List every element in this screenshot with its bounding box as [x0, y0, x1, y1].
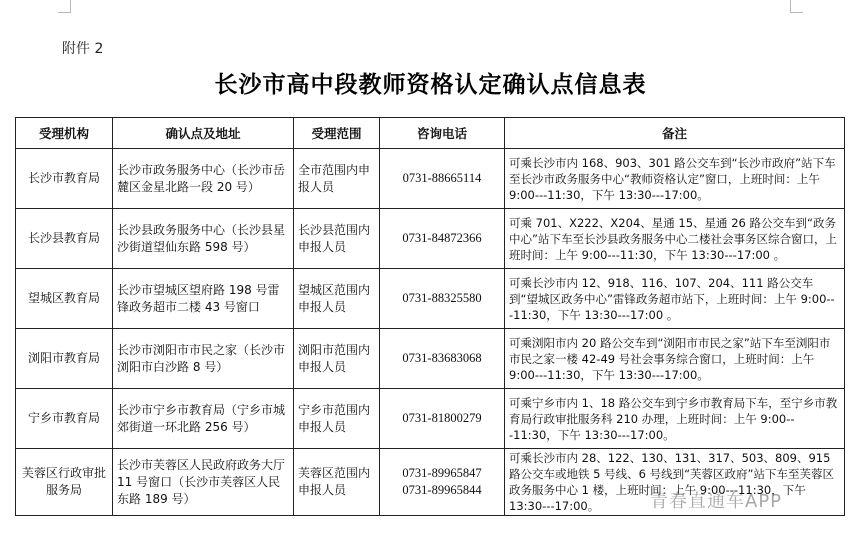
- table-row: [16, 149, 845, 209]
- cell-phone: [380, 209, 505, 269]
- table-row: [16, 209, 845, 269]
- watermark: 青春直通车APP: [650, 491, 783, 512]
- cell-phone: [380, 329, 505, 389]
- cell-address: 长沙市宁乡市教育局（宁乡市城郊街道一环北路 256 号）: [113, 389, 294, 449]
- cell-address: 长沙县政务服务中心（长沙县星沙街道望仙东路 598 号）: [113, 209, 294, 269]
- phone-number: 0731-83683068: [402, 351, 482, 365]
- cell-scope: 宁乡市范围内申报人员: [294, 389, 380, 449]
- header-phone: 咨询电话: [380, 118, 505, 149]
- cell-agency: 芙蓉区行政审批服务局: [16, 449, 113, 516]
- page-corner-mark-left: [58, 0, 71, 13]
- phone-number: 0731-81800279: [402, 411, 482, 425]
- info-table: [15, 117, 845, 516]
- phone-number: 0731-88325580: [402, 291, 482, 305]
- cell-phone: [380, 269, 505, 329]
- cell-note: 可乘长沙市内 12、918、116、107、204、111 路公交车到“望城区政务中心”雷锋政务超市站下，上班时间：上午 9:00---11:30，下午 13:30---17:00 。: [505, 269, 845, 329]
- cell-scope: 芙蓉区范围内申报人员: [294, 449, 380, 516]
- cell-note: 可乘宁乡市内 1、18 路公交车到宁乡市教育局下车，至宁乡市教育局行政审批服务科 210 办理，上班时间：上午 9:00---11:30，下午 13:30---17:00。: [505, 389, 845, 449]
- cell-note: 可乘长沙市内 168、903、301 路公交车到“长沙市政府”站下车至长沙市政务服务中心“教师资格认定”窗口，上班时间：上午 9:00---11:30，下午 13:30---17:00。: [505, 149, 845, 209]
- cell-agency: 长沙市教育局: [16, 149, 113, 209]
- header-agency: 受理机构: [16, 118, 113, 149]
- phone-number: 0731-89965847: [402, 466, 482, 480]
- cell-phone: [380, 149, 505, 209]
- phone-number: 0731-89965844: [402, 483, 482, 497]
- page-title: 长沙市高中段教师资格认定确认点信息表: [214, 72, 647, 98]
- cell-agency: 浏阳市教育局: [16, 329, 113, 389]
- phone-number: 0731-84872366: [402, 231, 482, 245]
- attachment-label: 附件 2: [62, 41, 104, 57]
- header-scope: 受理范围: [294, 118, 380, 149]
- cell-scope: 全市范围内申报人员: [294, 149, 380, 209]
- table-header-row: [16, 118, 845, 149]
- cell-note: 可乘长沙市内 28、122、130、131、317、503、809、915 路公交车或地铁 5 号线、6 号线到“芙蓉区政府”站下车至芙蓉区政务服务中心 1 楼，上班时间：上午 9:00---11:30，下午 13:30---17:00。: [505, 449, 845, 516]
- cell-scope: 浏阳市范围内申报人员: [294, 329, 380, 389]
- cell-agency: 长沙县教育局: [16, 209, 113, 269]
- cell-agency: 望城区教育局: [16, 269, 113, 329]
- cell-address: 长沙市政务服务中心（长沙市岳麓区金星北路一段 20 号）: [113, 149, 294, 209]
- table-row: [16, 269, 845, 329]
- cell-scope: 长沙县范围内申报人员: [294, 209, 380, 269]
- header-note: 备注: [505, 118, 845, 149]
- cell-address: 长沙市浏阳市市民之家（长沙市浏阳市白沙路 8 号）: [113, 329, 294, 389]
- phone-number: 0731-88665114: [402, 171, 482, 185]
- cell-note: 可乘浏阳市内 20 路公交车到“浏阳市市民之家”站下车至浏阳市市民之家一楼 42-49 号社会事务综合窗口，上班时间：上午 9:00---11:30，下午 13:30---17:00。: [505, 329, 845, 389]
- page-corner-mark-right: [790, 0, 803, 13]
- table-row: [16, 389, 845, 449]
- cell-scope: 望城区范围内申报人员: [294, 269, 380, 329]
- cell-phone: [380, 389, 505, 449]
- header-address: 确认点及地址: [113, 118, 294, 149]
- cell-note: 可乘 701、X222、X204、星通 15、星通 26 路公交车到“政务中心”站下车至长沙县政务服务中心二楼社会事务区综合窗口，上班时间：上午 9:00---11:30，下午 13:30---17:00 。: [505, 209, 845, 269]
- cell-address: 长沙市望城区望府路 198 号雷锋政务超市二楼 43 号窗口: [113, 269, 294, 329]
- cell-agency: 宁乡市教育局: [16, 389, 113, 449]
- table-row: [16, 329, 845, 389]
- cell-address: 长沙市芙蓉区人民政府政务大厅 11 号窗口（长沙市芙蓉区人民东路 189 号）: [113, 449, 294, 516]
- cell-phone: [380, 449, 505, 516]
